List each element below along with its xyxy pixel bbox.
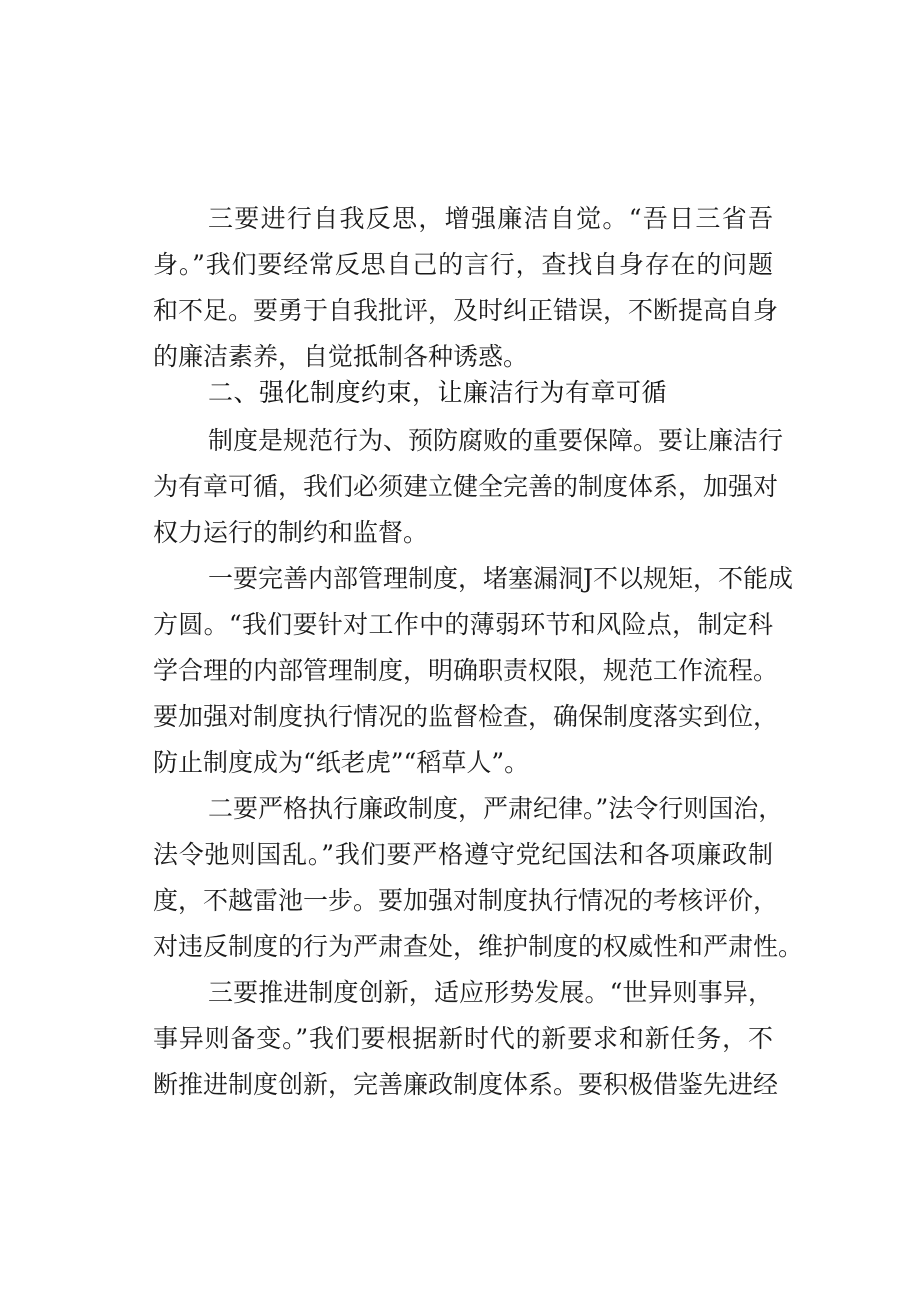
paragraph-line: 事异则备变。”我们要根据新时代的新要求和新任务，不 — [153, 1024, 773, 1053]
paragraph-line: 三要进行自我反思，增强廉洁自觉。“吾日三省吾 — [208, 204, 773, 233]
paragraph-line: 权力运行的制约和监督。 — [153, 518, 429, 547]
paragraph-line: 法令弛则国乱。”我们要严格遵守党纪国法和各项廉政制 — [153, 840, 773, 869]
paragraph-line: 的廉洁素养，自觉抵制各种诱惑。 — [153, 342, 529, 371]
paragraph-line: 学合理的内部管理制度，明确职责权限，规范工作流程。 — [153, 656, 779, 685]
paragraph-line: 防止制度成为“纸老虎”“稻草人”。 — [153, 748, 530, 777]
paragraph-line: 一要完善内部管理制度，堵塞漏洞J不以规矩，不能成 — [208, 564, 794, 593]
section-heading: 二、强化制度约束，让廉洁行为有章可循 — [208, 378, 668, 407]
paragraph-line: 断推进制度创新，完善廉政制度体系。要积极借鉴先进经 — [153, 1070, 779, 1099]
paragraph-line: 三要推进制度创新，适应形势发展。“世异则事异， — [208, 978, 773, 1007]
paragraph-line: 为有章可循，我们必须建立健全完善的制度体系，加强对 — [153, 472, 779, 501]
paragraph-line: 度，不越雷池一步。要加强对制度执行情况的考核评价， — [153, 886, 779, 915]
paragraph-line: 方圆。“我们要针对工作中的薄弱环节和风险点，制定科 — [153, 610, 773, 639]
paragraph-line: 和不足。要勇于自我批评，及时纠正错误，不断提高自身 — [153, 296, 779, 325]
paragraph-line: 要加强对制度执行情况的监督检查，确保制度落实到位， — [153, 702, 779, 731]
paragraph-line: 制度是规范行为、预防腐败的重要保障。要让廉洁行 — [208, 426, 784, 455]
paragraph-line: 对违反制度的行为严肃查处，维护制度的权威性和严肃性。 — [153, 932, 804, 961]
paragraph-line: 身。”我们要经常反思自己的言行，查找自身存在的问题 — [153, 250, 773, 279]
paragraph-line: 二要严格执行廉政制度，严肃纪律。”法令行则国治， — [208, 794, 784, 823]
